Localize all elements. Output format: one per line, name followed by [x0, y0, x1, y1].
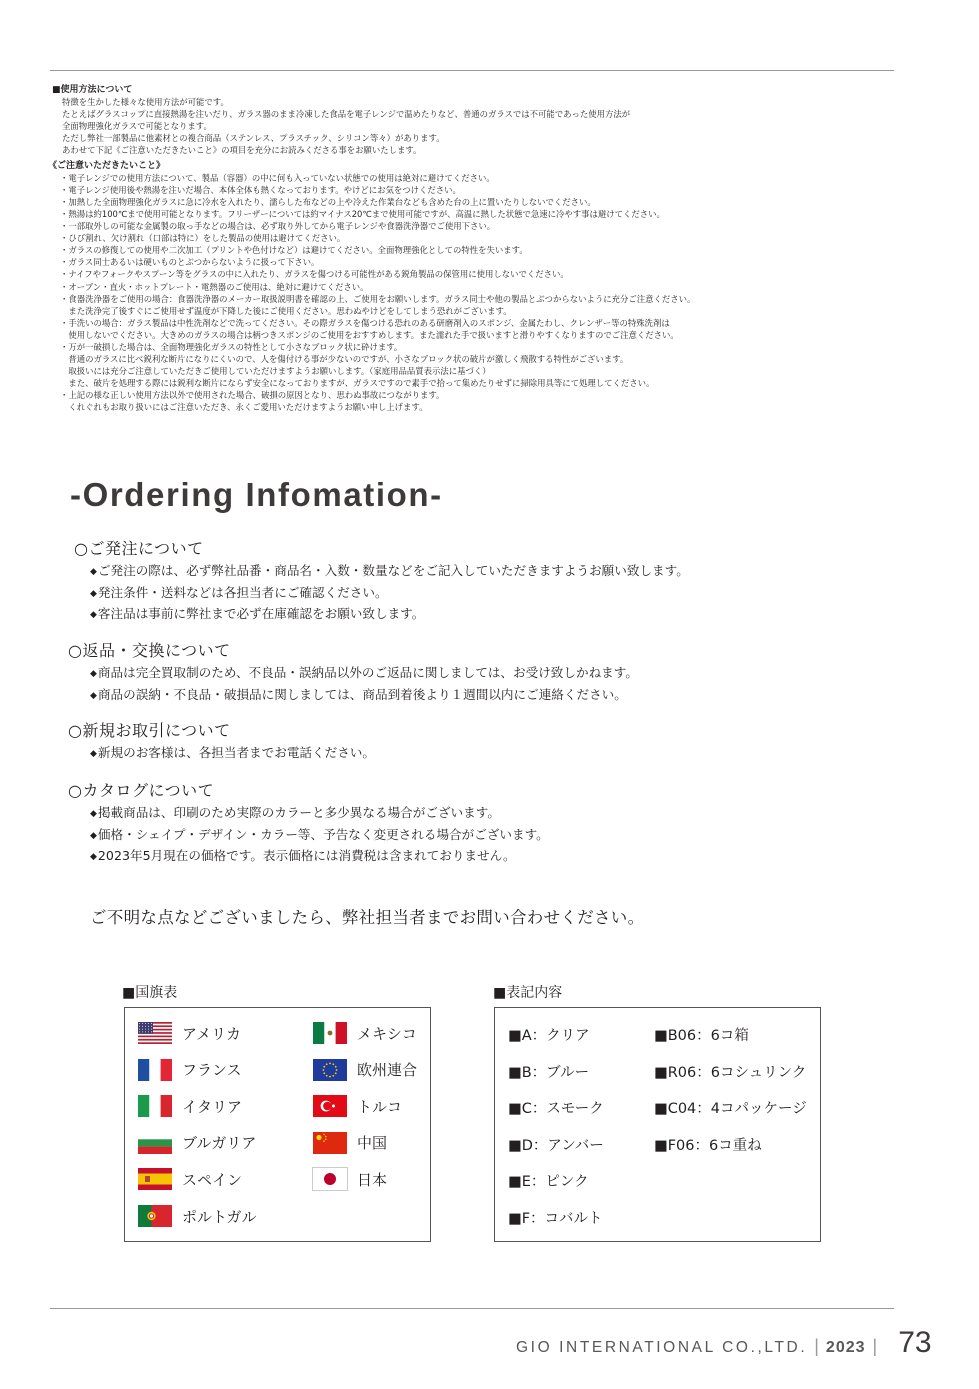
caution-line: 使用しないでください。大きめのガラスの場合は柄つきスポンジのご使用をおすすめします。また濡れた手で扱いますと滑りやすくなりますのでご注意ください。: [60, 329, 679, 340]
order-item-text: 商品の誤納・不良品・破損品に関しましては、商品到着後より１週間以内にご連絡ください。: [97, 686, 627, 702]
caution-line: また洗浄完了後すぐにご使用せず温度が下降した後にご使用ください。思わぬやけどをしてしまう恐れがございます。: [60, 305, 512, 316]
legend-entry: ■A：クリア: [508, 1028, 590, 1044]
usage-paragraph-line: 特徴を生かした様々な使用方法が可能です。: [62, 97, 229, 108]
bulgaria-flag-icon: [138, 1132, 172, 1154]
flag-row: [138, 1095, 242, 1117]
caution-line: ・加熱した全面物理強化ガラスに急に冷水を入れたり、濡らした布などの上や冷えた作業台なども含めた台の上に置いたりしないでください。: [60, 196, 596, 207]
contact-note: ご不明な点などございましたら、弊社担当者までお問い合わせください。: [90, 908, 645, 927]
flag-row: [313, 1059, 417, 1081]
diamond-bullet-icon: ◆: [90, 852, 97, 862]
usage-paragraph-line: あわせて下記《ご注意いただきたいこと》の項目を充分にお読みくださる事をお願いたします。: [62, 145, 422, 156]
footer-separator: |: [814, 1336, 819, 1356]
diamond-bullet-icon: ◆: [90, 749, 97, 759]
flag-row: [138, 1132, 256, 1154]
country-name: メキシコ: [357, 1024, 417, 1043]
caution-line: ・電子レンジ使用後や熱湯を注いだ場合、本体全体も熱くなっております。やけどにお気をつけください。: [60, 184, 461, 195]
usage-heading: ■使用方法について: [52, 85, 133, 95]
usage-paragraphs: [52, 96, 892, 156]
legend-entry: ■D：アンバー: [508, 1137, 604, 1154]
order-section: [68, 779, 888, 868]
caution-line: また、破片を処理する際には鋭利な断片にならず安全になっておりますが、ガラスですので素手で拾って集めたりせずに掃除用具等にて処理してください。: [60, 378, 655, 389]
country-name: トルコ: [357, 1097, 403, 1116]
order-section-item: [68, 743, 888, 765]
eu-flag-icon: [313, 1059, 347, 1081]
order-section: [68, 719, 888, 765]
country-name: アメリカ: [182, 1024, 241, 1043]
flag-row: [138, 1168, 242, 1190]
top-rule: [50, 70, 894, 71]
caution-line: ・電子レンジでの使用方法について、製品（容器）の中に何も入っていない状態での使用は絶対に避けてください。: [60, 172, 495, 183]
legend-entry: ■F06：6コ重ね: [654, 1137, 762, 1154]
legend-entry: ■B06：6コ箱: [654, 1028, 749, 1044]
legend-table: [494, 1007, 821, 1242]
legend-table-label: ■表記内容: [493, 985, 563, 1001]
legend-entry: ■C：スモーク: [508, 1101, 604, 1118]
order-section-item: [68, 803, 888, 825]
order-item-text: 掲載商品は、印刷のため実際のカラーと多少異なる場合がございます。: [97, 805, 500, 820]
order-item-text: 客注品は事前に弊社まで必ず在庫確認をお願い致します。: [97, 606, 425, 621]
mexico-flag-icon: [313, 1022, 347, 1044]
caution-title: 《ご注意いただきたいこと》: [48, 160, 166, 171]
flags-table-label: ■国旗表: [122, 985, 178, 1001]
caution-line: くれぐれもお取り扱いにはご注意いただき、永くご愛用いただけますようお願い申し上げます。: [60, 402, 428, 413]
caution-line: ・手洗いの場合：ガラス製品は中性洗剤などで洗ってください。その際ガラスを傷つける恐れのある研磨剤入のスポンジ、金属たわし、クレンザー等の特殊洗剤は: [60, 317, 670, 328]
country-name: 日本: [357, 1170, 388, 1189]
caution-list: [52, 172, 892, 414]
italy-flag-icon: [138, 1095, 172, 1117]
caution-line: ・上記の様な正しい使用方法以外で使用された場合、破損の原因となり、思わぬ事故につながります。: [60, 390, 445, 401]
diamond-bullet-icon: ◆: [90, 669, 97, 679]
caution-line: ・ナイフやフォークやスプーン等をグラスの中に入れたり、ガラスを傷つける可能性がある鋭角製品の保管用に使用しないでください。: [60, 269, 569, 280]
order-section-item: [68, 685, 888, 707]
order-section-item: [74, 604, 894, 626]
order-section-item: [68, 663, 888, 685]
footer-separator: |: [872, 1336, 878, 1356]
caution-line: ・万が一破損した場合は、全面物理強化ガラスの特性として小さなブロック状に砕けます。: [60, 341, 403, 352]
order-section: [68, 639, 888, 706]
flag-row: [138, 1059, 242, 1081]
country-name: 欧州連合: [357, 1061, 418, 1080]
diamond-bullet-icon: ◆: [90, 809, 97, 819]
caution-line: ・ひび割れ、欠け割れ（口部は特に）をした製品の使用は避けてください。: [60, 233, 346, 244]
legend-entry: ■C04：4コパッケージ: [654, 1101, 807, 1118]
usage-section: [48, 84, 892, 414]
order-item-text: 価格・シェイプ・デザイン・カラー等、予告なく変更される場合がございます。: [97, 826, 549, 842]
order-section-item: [74, 561, 894, 583]
country-name: イタリア: [182, 1097, 243, 1116]
portugal-flag-icon: [138, 1205, 172, 1227]
diamond-bullet-icon: ◆: [90, 830, 97, 841]
order-section-item: [68, 846, 888, 868]
order-section-item: [68, 825, 888, 847]
caution-line: ・ガラス同士あるいは硬いものとぶつからないように扱って下さい。: [60, 257, 320, 268]
usage-paragraph-line: たとえばグラスコップに直接熱湯を注いだり、ガラス器のまま冷凍した食品を電子レンジで温めたりなど、普通のガラスでは不可能であった使用方法が: [62, 109, 631, 120]
turkey-flag-icon: [313, 1095, 347, 1117]
caution-line: ・一部取外しの可能な金属製の取っ手などの場合は、必ず取り外してから電子レンジや食器洗浄器でご使用下さい。: [60, 221, 496, 232]
diamond-bullet-icon: ◆: [90, 610, 97, 620]
legend-entry: ■E：ピンク: [508, 1174, 589, 1191]
catalog-year: 2023: [825, 1339, 866, 1356]
usa-flag-icon: [138, 1022, 172, 1044]
order-item-text: 2023年5月現在の価格です。表示価格には消費税は含まれておりません。: [97, 848, 516, 863]
country-name: フランス: [182, 1061, 242, 1080]
flag-row: [138, 1205, 257, 1227]
order-item-text: ご発注の際は、必ず弊社品番・商品名・入数・数量などをご記入していただきますようお願い致します。: [97, 563, 689, 578]
usage-paragraph-line: ただし弊社一部製品に他素材との複合商品（ステンレス、プラスチック、シリコン等々）があります。: [62, 133, 445, 144]
diamond-bullet-icon: ◆: [90, 567, 97, 577]
diamond-bullet-icon: ◆: [90, 690, 97, 701]
flag-row: [313, 1095, 402, 1117]
company-name: GIO INTERNATIONAL CO.,LTD.: [516, 1339, 808, 1356]
bottom-rule: [50, 1308, 894, 1309]
country-name: ブルガリア: [182, 1134, 257, 1153]
ordering-title: -Ordering Infomation-: [70, 476, 443, 513]
caution-line: 普通のガラスに比べ鋭利な断片になりにくいので、人を傷付ける事が少ないのですが、小さなブロック状の破片が激しく飛散する特性がございます。: [60, 354, 629, 365]
page-number: 73: [898, 1326, 932, 1359]
spain-flag-icon: [138, 1168, 172, 1190]
order-section-heading: ○ご発注について: [74, 539, 204, 558]
flag-row: [313, 1022, 417, 1044]
legend-entry: ■B：ブルー: [508, 1064, 590, 1081]
flag-row: [313, 1168, 387, 1190]
caution-line: 取扱いには充分ご注意していただきご使用していただけますようお願いします。（家庭用品品質表示法に基づく）: [60, 366, 491, 377]
legend-entry: ■F：コバルト: [508, 1211, 603, 1227]
country-name: スペイン: [182, 1170, 243, 1189]
order-item-text: 新規のお客様は、各担当者までお電話ください。: [97, 745, 375, 760]
france-flag-icon: [138, 1059, 172, 1081]
japan-flag-icon: [313, 1168, 347, 1190]
country-name: ポルトガル: [182, 1207, 257, 1226]
footer: [516, 1326, 932, 1360]
country-name: 中国: [357, 1134, 388, 1153]
caution-line: ・熱湯は約100℃まで使用可能となります。フリーザーについては約マイナス20℃まで使用可能ですが、高温に熱した状態で急速に冷やす事は避けてください。: [60, 208, 665, 219]
order-section-heading: ○返品・交換について: [68, 641, 231, 660]
legend-entry: ■R06：6コシュリンク: [654, 1064, 807, 1081]
order-item-text: 発注条件・送料などは各担当者にご確認ください。: [97, 584, 388, 600]
order-section-heading: ○カタログについて: [68, 781, 215, 800]
usage-paragraph-line: 全面物理強化ガラスで可能となります。: [62, 121, 212, 132]
caution-line: ・オーブン・直火・ホットプレート・電熱器のご使用は、絶対に避けてください。: [60, 281, 369, 292]
diamond-bullet-icon: ◆: [90, 588, 97, 599]
order-item-text: 商品は完全買取制のため、不良品・誤納品以外のご返品に関しましては、お受け致しかねます。: [97, 665, 638, 680]
caution-line: ・ガラスの修復しての使用や二次加工（プリントや色付けなど）は避けてください。全面物理強化としての特性を失います。: [60, 245, 528, 256]
flags-table: [124, 1007, 431, 1242]
order-section-heading: ○新規お取引について: [68, 721, 231, 740]
flag-row: [138, 1022, 241, 1044]
caution-line: ・食器洗浄器をご使用の場合：食器洗浄器のメーカー取扱説明書を確認の上、ご使用をお願いします。ガラス同士や他の製品とぶつからないように充分ご注意ください。: [60, 293, 696, 304]
order-section: [74, 537, 894, 626]
order-section-item: [74, 583, 894, 605]
china-flag-icon: [313, 1132, 347, 1154]
flag-row: [313, 1132, 387, 1154]
